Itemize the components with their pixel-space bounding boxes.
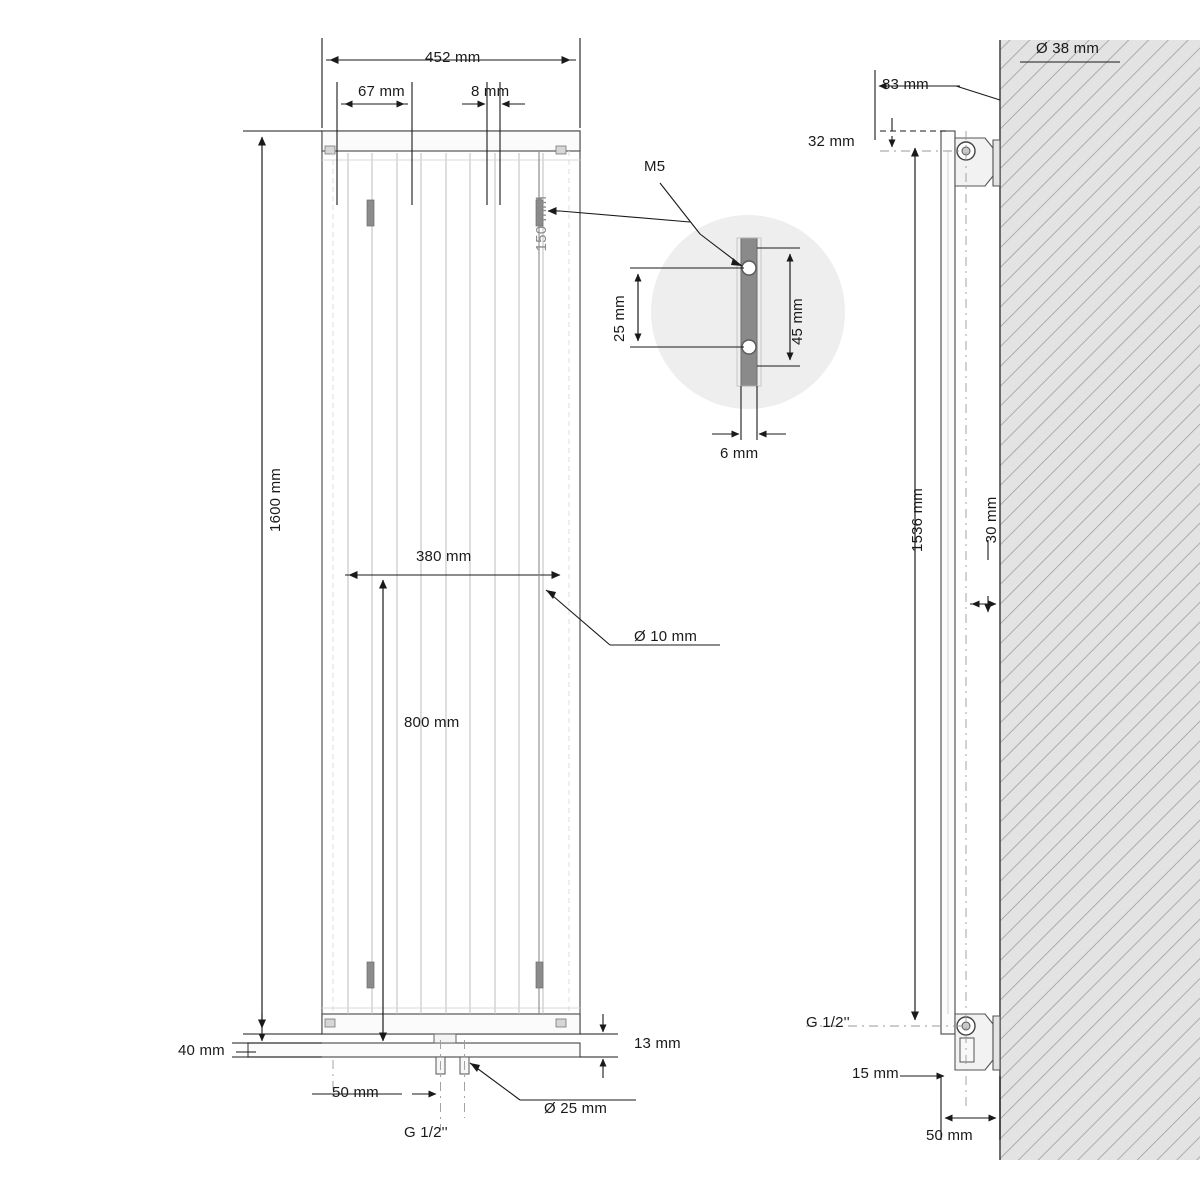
connector-drop-label: 13 mm bbox=[634, 1035, 681, 1052]
detail-plate-width-label: 6 mm bbox=[720, 445, 759, 462]
detail-screw-label: M5 bbox=[644, 158, 666, 175]
side-view-group bbox=[806, 40, 1200, 1160]
front-pitch2-label: 8 mm bbox=[471, 83, 510, 100]
base-offset-label: 40 mm bbox=[178, 1042, 225, 1059]
front-pitch1-label: 67 mm bbox=[358, 83, 405, 100]
side-tube-diameter-label: Ø 38 mm bbox=[1036, 40, 1100, 57]
valve-diameter-label: Ø 25 mm bbox=[544, 1100, 608, 1117]
side-top-offset-label: 32 mm bbox=[808, 133, 855, 150]
front-view-group bbox=[248, 131, 580, 1130]
side-depth-label: 83 mm bbox=[882, 76, 929, 93]
hole-diameter-label: Ø 10 mm bbox=[634, 628, 698, 645]
side-bottom-offset-label: 15 mm bbox=[852, 1065, 899, 1082]
front-bracket-span-label: 380 mm bbox=[416, 548, 472, 565]
front-bracket-height-label: 800 mm bbox=[404, 714, 460, 731]
base-spacing-label: 50 mm bbox=[332, 1084, 379, 1101]
side-thread-label: G 1/2'' bbox=[806, 1014, 850, 1031]
side-base-depth-label: 50 mm bbox=[926, 1127, 973, 1144]
front-width-label: 452 mm bbox=[425, 49, 481, 66]
side-height-label: 1536 mm bbox=[909, 488, 926, 552]
front-height-label: 1600 mm bbox=[267, 468, 284, 532]
detail-plate-height-label: 45 mm bbox=[789, 298, 806, 345]
side-wall-gap-label: 30 mm bbox=[983, 496, 1000, 544]
front-thread-label: G 1/2'' bbox=[404, 1124, 448, 1141]
front-top-offset-label: 150 mm bbox=[533, 196, 550, 252]
detail-hole-spacing-label: 25 mm bbox=[611, 295, 628, 342]
